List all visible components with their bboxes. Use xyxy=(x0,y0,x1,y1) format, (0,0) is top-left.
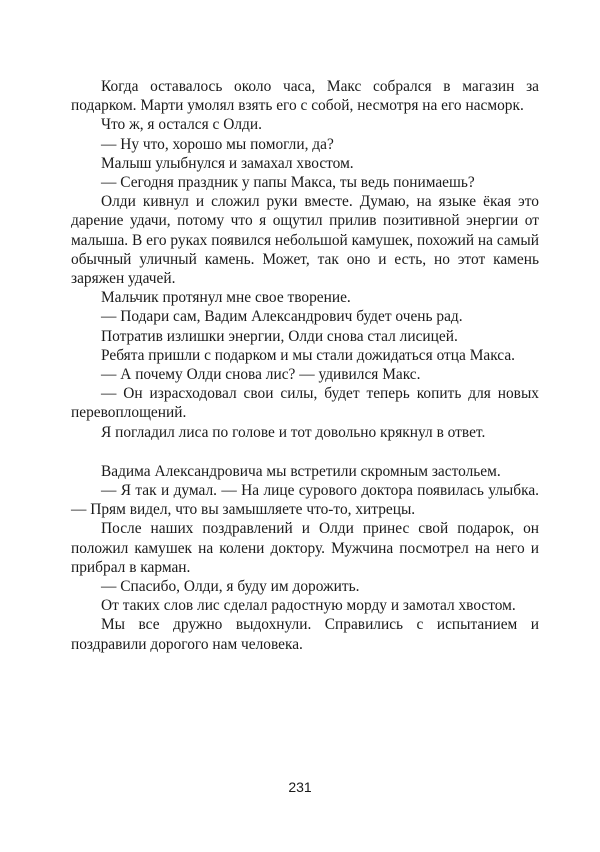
paragraph: Что ж, я остался с Олди. xyxy=(101,116,262,134)
paragraph: Олди кивнул и сложил руки вместе. Думаю, на языке ёкая это дарение удачи, потому что я ощутил прилив позитивной энергии от малыша. В его руках появился небольшой камушек, похожий на самый обычный уличный камень. Может, так оно и есть, но этот камень заряжен удачей. xyxy=(71,193,539,288)
paragraph: От таких слов лис сделал радостную морду и замотал хвостом. xyxy=(101,597,516,615)
paragraph: Я погладил лиса по голове и тот довольно крякнул в ответ. xyxy=(101,423,486,441)
paragraph: После наших поздравлений и Олди принес свой подарок, он положил камушек на колени доктору. Мужчина посмотрел на него и прибрал в карман. xyxy=(71,520,539,576)
paragraph: — Я так и думал. — На лице сурового доктора появилась улыбка. — Прям видел, что вы замышляете что-то, хитрецы. xyxy=(71,482,539,519)
paragraph: Вадима Александровича мы встретили скромным застольем. xyxy=(101,462,501,480)
section-break xyxy=(71,442,539,462)
paragraph: Когда оставалось около часа, Макс собрался в магазин за подарком. Марти умолял взять его с собой, несмотря на его насморк. xyxy=(71,78,539,115)
paragraph: — Он израсходовал свои силы, будет теперь копить для новых перевоплощений. xyxy=(71,385,539,422)
paragraph: Мы все дружно выдохнули. Справились с испытанием и поздравили дорогого нам человека. xyxy=(71,616,539,653)
page-number: 231 xyxy=(288,779,312,795)
paragraph: — Сегодня праздник у папы Макса, ты ведь понимаешь? xyxy=(101,174,475,192)
paragraph: — А почему Олди снова лис? — удивился Макс. xyxy=(101,366,421,384)
paragraph: Мальчик протянул мне свое творение. xyxy=(101,289,351,307)
paragraph: — Спасибо, Олди, я буду им дорожить. xyxy=(101,578,360,596)
paragraph: — Ну что, хорошо мы помогли, да? xyxy=(101,135,334,153)
paragraph: Малыш улыбнулся и замахал хвостом. xyxy=(101,154,354,172)
paragraph: — Подари сам, Вадим Александрович будет очень рад. xyxy=(101,308,463,326)
paragraph: Потратив излишки энергии, Олди снова стал лисицей. xyxy=(101,327,458,345)
paragraph: Ребята пришли с подарком и мы стали дожидаться отца Макса. xyxy=(101,346,516,364)
page-body xyxy=(71,77,539,654)
